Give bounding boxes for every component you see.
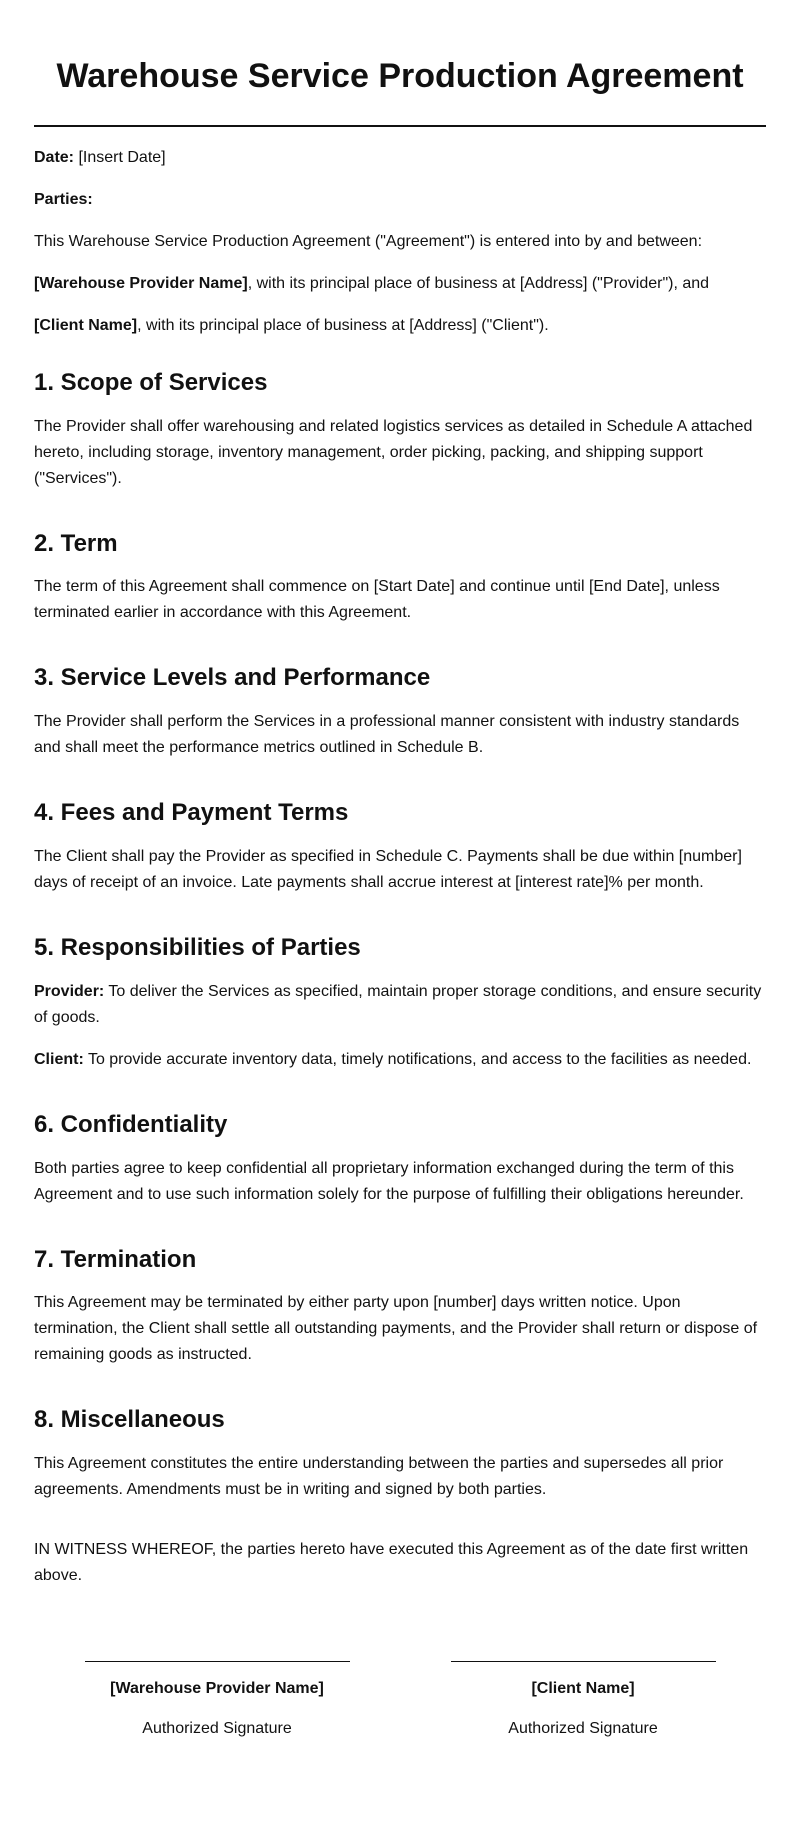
section-body-term: The term of this Agreement shall commence on [Start Date] and continue until [End Date], unless terminated earlier in accordance with this Agreement. bbox=[34, 578, 720, 622]
section-heading-responsibilities: 5. Responsibilities of Parties bbox=[34, 933, 361, 961]
section-heading-termination: 7. Termination bbox=[34, 1245, 197, 1273]
intro-paragraph: This Warehouse Service Production Agreement ("Agreement") is entered into by and between: bbox=[34, 232, 703, 250]
parties-label: Parties: bbox=[34, 190, 93, 208]
section-body-confidentiality: Both parties agree to keep confidential all proprietary information exchanged during the term of this Agreement and to use such information solely for the purpose of fulfilling their obligations hereunder. bbox=[34, 1159, 744, 1203]
provider-party-name: [Warehouse Provider Name] bbox=[34, 274, 248, 292]
document-title: Warehouse Service Production Agreement bbox=[56, 57, 744, 95]
client-party-line bbox=[34, 313, 766, 339]
client-signature-line bbox=[451, 1661, 716, 1662]
section-heading-miscellaneous: 8. Miscellaneous bbox=[34, 1406, 225, 1434]
section-heading-fees: 4. Fees and Payment Terms bbox=[34, 799, 349, 827]
section-body-miscellaneous: This Agreement constitutes the entire understanding between the parties and supersedes all prior agreements. Amendments must be in writing and signed by both parties. bbox=[34, 1455, 724, 1499]
witness-clause: IN WITNESS WHEREOF, the parties hereto have executed this Agreement as of the date first written above. bbox=[34, 1541, 749, 1585]
provider-signature-line bbox=[85, 1661, 350, 1662]
date-label: Date: bbox=[34, 148, 75, 166]
section-heading-scope: 1. Scope of Services bbox=[34, 368, 268, 396]
section-heading-confidentiality: 6. Confidentiality bbox=[34, 1110, 228, 1138]
section-heading-term: 2. Term bbox=[34, 529, 118, 557]
client-signature-block bbox=[451, 1661, 716, 1742]
provider-responsibility-text: To deliver the Services as specified, maintain proper storage conditions, and ensure security of goods. bbox=[34, 982, 762, 1026]
client-signature-role: Authorized Signature bbox=[508, 1720, 658, 1738]
client-party-text: , with its principal place of business at [Address] ("Client"). bbox=[137, 316, 549, 334]
provider-signature-block bbox=[85, 1661, 350, 1742]
section-body-service-levels: The Provider shall perform the Services in a professional manner consistent with industry standards and shall meet the performance metrics outlined in Schedule B. bbox=[34, 713, 740, 757]
client-signature-name: [Client Name] bbox=[531, 1680, 635, 1698]
section-heading-service-levels: 3. Service Levels and Performance bbox=[34, 664, 431, 692]
signature-area bbox=[34, 1661, 766, 1742]
date-line bbox=[34, 145, 766, 171]
parties-heading bbox=[34, 187, 766, 213]
provider-responsibility-label: Provider: bbox=[34, 982, 105, 1000]
provider-responsibility bbox=[34, 979, 766, 1031]
client-responsibility-label: Client: bbox=[34, 1050, 84, 1068]
section-body-termination: This Agreement may be terminated by either party upon [number] days written notice. Upon termination, the Client shall settle all outstanding payments, and the Provider shall return or dispose of remaining goods as instructed. bbox=[34, 1294, 758, 1364]
provider-signature-name: [Warehouse Provider Name] bbox=[110, 1680, 324, 1698]
provider-party-text: , with its principal place of business at [Address] ("Provider"), and bbox=[247, 274, 710, 292]
provider-party-line bbox=[34, 271, 766, 297]
section-body-fees: The Client shall pay the Provider as specified in Schedule C. Payments shall be due within [number] days of receipt of an invoice. Late payments shall accrue interest at [interest rate]% per month. bbox=[34, 847, 742, 891]
title-divider bbox=[34, 125, 766, 127]
client-party-name: [Client Name] bbox=[34, 316, 138, 334]
client-responsibility-text: To provide accurate inventory data, timely notifications, and access to the facilities as needed. bbox=[83, 1050, 752, 1068]
date-value: [Insert Date] bbox=[74, 148, 166, 166]
provider-signature-role: Authorized Signature bbox=[142, 1720, 292, 1738]
client-responsibility bbox=[34, 1047, 766, 1073]
section-body-scope: The Provider shall offer warehousing and related logistics services as detailed in Schedule A attached hereto, including storage, inventory management, order picking, packing, and shipping support ("Services"). bbox=[34, 417, 753, 487]
